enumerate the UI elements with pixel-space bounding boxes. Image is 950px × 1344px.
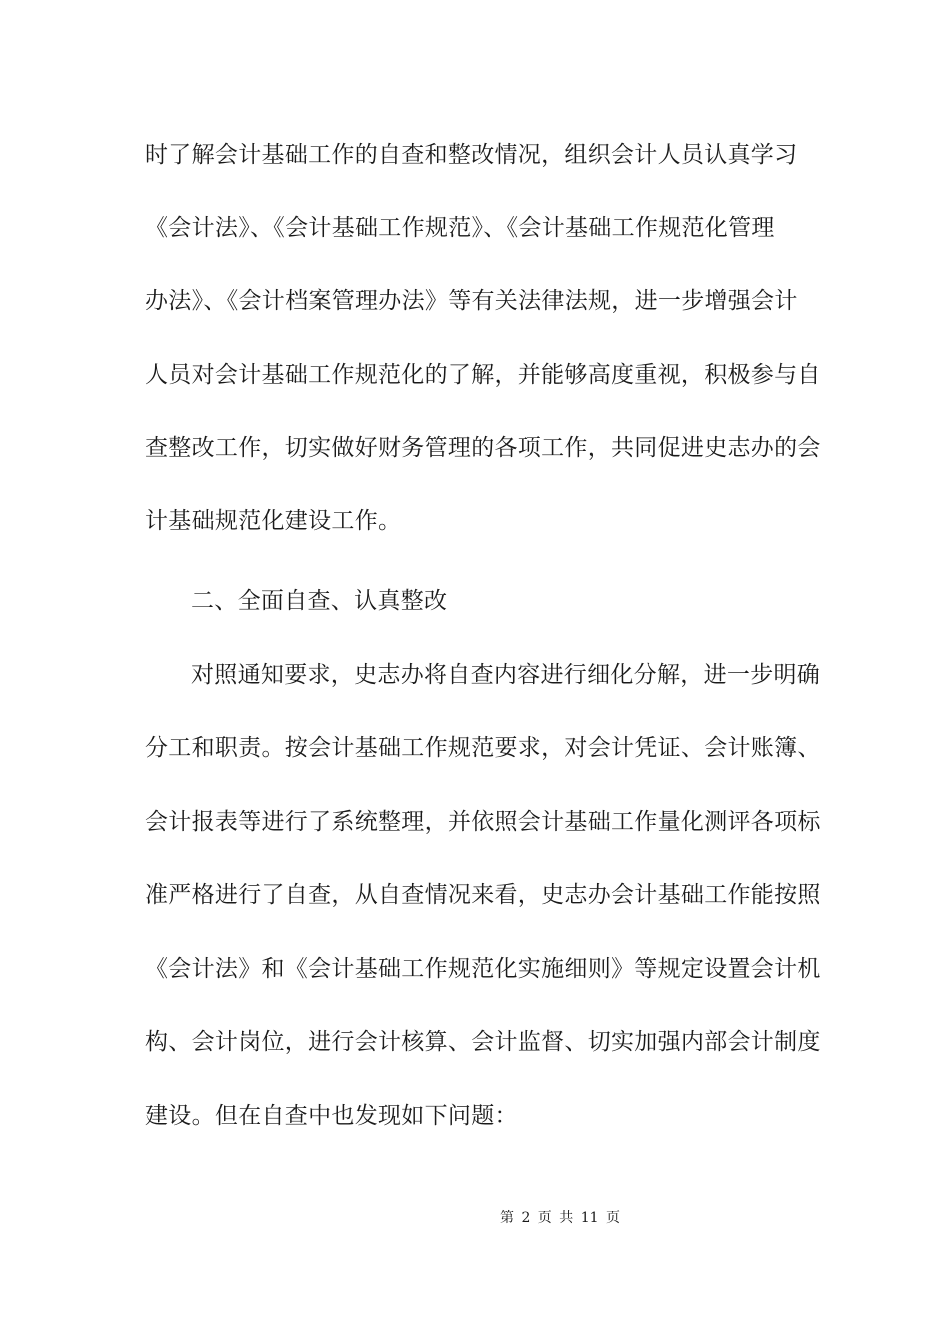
body-line: 对照通知要求，史志办将自查内容进行细化分解，进一步明确 — [191, 662, 821, 688]
body-line: 建设。但在自查中也发现如下问题： — [145, 1103, 518, 1129]
body-line: 办法》、《会计档案管理办法》等有关法律法规，进一步增强会计 — [145, 288, 798, 314]
body-line: 会计报表等进行了系统整理，并依照会计基础工作量化测评各项标 — [145, 809, 821, 835]
body-line: 《会计法》、《会计基础工作规范》、《会计基础工作规范化管理 — [145, 215, 775, 241]
body-line: 分工和职责。按会计基础工作规范要求，对会计凭证、会计账簿、 — [145, 735, 821, 761]
body-line: 查整改工作，切实做好财务管理的各项工作，共同促进史志办的会 — [145, 435, 821, 461]
section-heading: 二、全面自查、认真整改 — [191, 588, 448, 614]
body-line: 人员对会计基础工作规范化的了解，并能够高度重视，积极参与自 — [145, 362, 821, 388]
body-line: 时了解会计基础工作的自查和整改情况，组织会计人员认真学习 — [145, 142, 798, 168]
page-number-footer: 第 2 页 共 11 页 — [500, 1210, 620, 1226]
body-line: 计基础规范化建设工作。 — [145, 508, 402, 534]
body-line: 《会计法》和《会计基础工作规范化实施细则》等规定设置会计机 — [145, 956, 821, 982]
body-line: 构、会计岗位，进行会计核算、会计监督、切实加强内部会计制度 — [145, 1029, 821, 1055]
body-line: 准严格进行了自查，从自查情况来看，史志办会计基础工作能按照 — [145, 882, 821, 908]
